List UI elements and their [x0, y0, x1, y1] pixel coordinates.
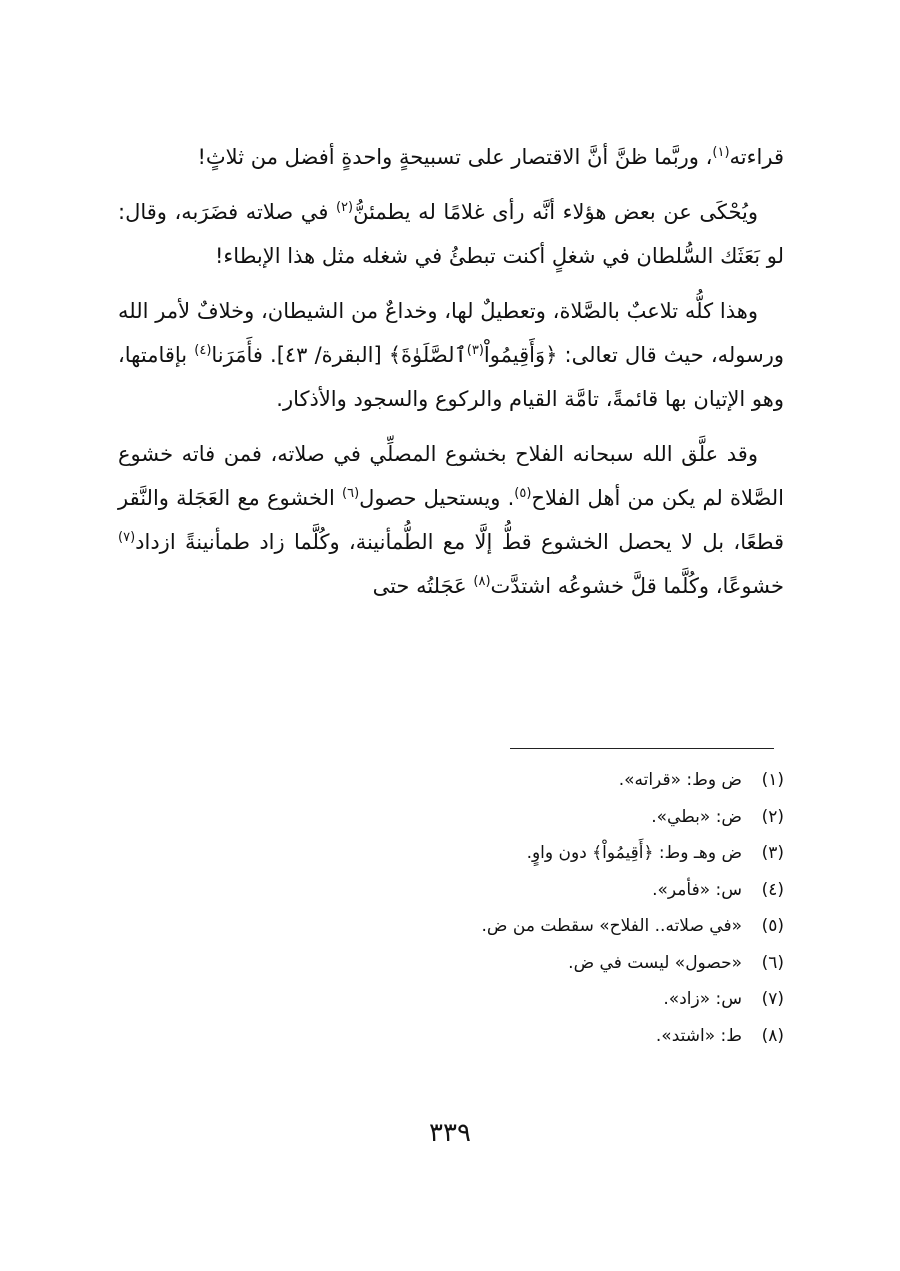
- text-segment: بإقامتها، وهو الإتيان بها قائمةً، تامَّة القيام والركوع والسجود والأذكار.: [118, 343, 784, 411]
- footnote-number: (٧): [761, 989, 784, 1009]
- footnote-text: ض وهـ وط: ﴿أَقِيمُواْ﴾ دون واوٍ.: [526, 843, 742, 863]
- footnote-ref: (٢): [335, 200, 354, 215]
- footnote-number: (٣): [761, 843, 784, 863]
- footnote-item: [118, 835, 784, 872]
- footnote-item: [118, 945, 784, 982]
- footnote-ref: (٤): [194, 343, 212, 358]
- footnote-ref: (١): [712, 145, 730, 160]
- main-text: [118, 135, 784, 619]
- footnote-text: س: «زاد».: [663, 989, 742, 1009]
- footnote-text: «حصول» ليست في ض.: [568, 952, 742, 973]
- footnote-item: [118, 762, 784, 799]
- footnote-number: (٨): [761, 1025, 784, 1046]
- footnote-text: س: «فأمر».: [652, 879, 742, 900]
- footnote-number: (٢): [761, 806, 784, 827]
- page-number: ٣٣٩: [429, 1118, 471, 1148]
- footnote-text: ط: «اشتد».: [655, 1025, 742, 1046]
- footnote-ref: (٣): [466, 343, 484, 358]
- footnote-ref: (٧): [118, 530, 136, 545]
- text-segment: في صلاته فضَرَبه، وقال: لو بَعَثَك السُّلطان في شغلٍ أكنت تبطئُ في شغله مثل هذا الإبطاء!: [118, 200, 784, 268]
- text-segment: ٱلصَّلَوٰةَ﴾ [البقرة/ ٤٣]. فأَمَرَنا: [211, 343, 467, 367]
- footnote-ref: (٥): [514, 486, 532, 501]
- footnote-number: (٦): [761, 952, 784, 973]
- paragraph-2: [118, 190, 784, 278]
- footnote-item: [118, 872, 784, 909]
- text-segment: ، وربَّما ظنَّ أنَّ الاقتصار على تسبيحةٍ واحدةٍ أفضل من ثلاثٍ!: [197, 145, 713, 169]
- footnote-item: [118, 1018, 784, 1055]
- footnotes: [118, 762, 784, 1054]
- footnote-divider: [510, 748, 774, 749]
- footnote-number: (٤): [761, 879, 784, 900]
- paragraph-3: [118, 289, 784, 421]
- footnote-ref: (٨): [473, 574, 491, 589]
- text-segment: وقد علَّق الله سبحانه الفلاح بخشوع المصلِّي في صلاته، فمن فاته خشوع الصَّلاة لم يكن من أهل الفلاح: [118, 442, 784, 510]
- footnote-item: [118, 981, 784, 1018]
- text-segment: الخشوع مع العَجَلة والنَّقر قطعًا، بل لا يحصل الخشوع قطُّ إلَّا مع الطُّمأنينة، وكُلَّما زاد طمأنينةً ازداد: [118, 486, 784, 554]
- footnote-text: ض وط: «قراته».: [618, 770, 742, 790]
- footnote-number: (١): [761, 770, 784, 790]
- footnote-item: [118, 908, 784, 945]
- text-segment: ويُحْكَى عن بعض هؤلاء أنَّه رأى غلامًا له يطمئنُّ: [353, 200, 758, 224]
- footnote-text: «في صلاته.. الفلاح» سقطت من ض.: [481, 916, 742, 936]
- footnote-text: ض: «بطي».: [651, 806, 742, 827]
- text-segment: وهذا كلُّه تلاعبٌ بالصَّلاة، وتعطيلٌ لها، وخداعٌ من الشيطان، وخلافٌ لأمر الله ورسوله، حيث قال تعالى: ﴿وَأَقِيمُواْ: [118, 299, 785, 367]
- text-segment: قراءته: [729, 145, 784, 169]
- paragraph-4: [118, 432, 784, 608]
- footnote-number: (٥): [761, 916, 784, 936]
- paragraph-1: [118, 135, 784, 179]
- text-segment: خشوعًا، وكُلَّما قلَّ خشوعُه اشتدَّت: [490, 574, 784, 598]
- text-segment: عَجَلتُه حتى: [372, 574, 474, 598]
- footnote-item: [118, 799, 784, 836]
- footnote-ref: (٦): [342, 486, 360, 501]
- text-segment: . ويستحيل حصول: [359, 486, 515, 510]
